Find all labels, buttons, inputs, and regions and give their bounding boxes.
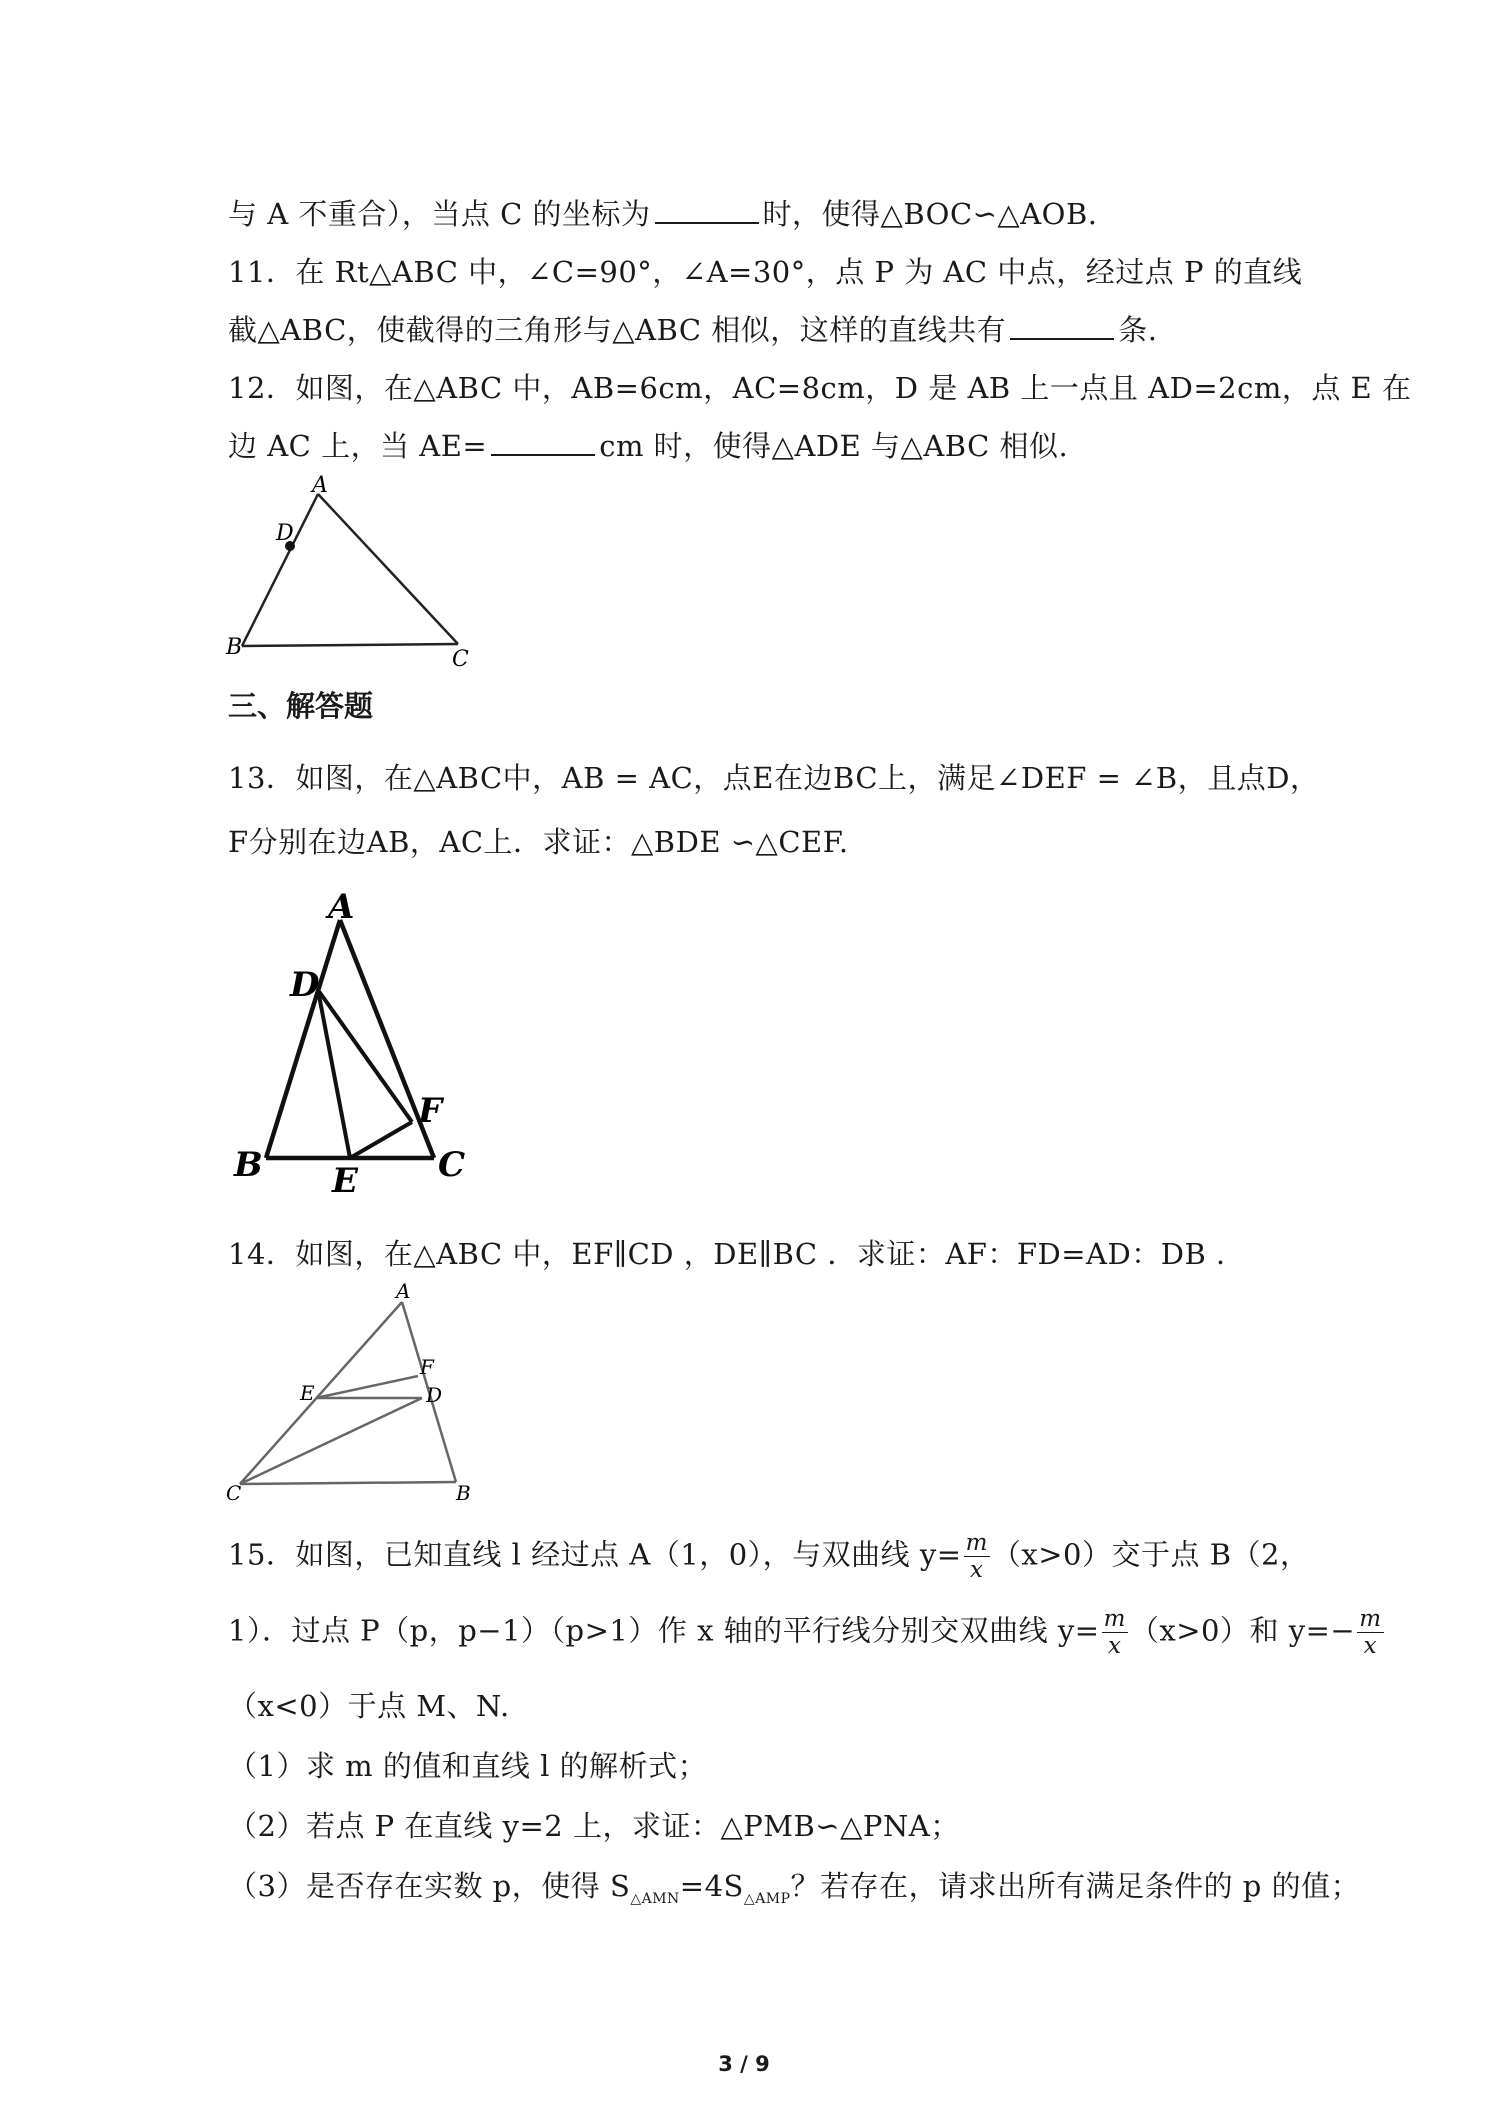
q15-part1: （1）求 m 的值和直线 l 的解析式； — [228, 1749, 708, 1783]
text: =4S — [679, 1869, 744, 1903]
subscript: △AMP — [743, 1890, 791, 1907]
figure-q12-triangle — [222, 474, 482, 670]
subscript: △AMN — [630, 1890, 680, 1907]
text: 与 A 不重合），当点 C 的坐标为 — [228, 197, 651, 231]
answer-blank[interactable] — [655, 198, 759, 224]
text: （3）是否存在实数 p，使得 S — [228, 1869, 631, 1903]
page-number: 3 / 9 — [718, 2052, 770, 2076]
fraction-m-over-x — [964, 1530, 990, 1583]
denominator: x — [969, 1557, 984, 1583]
numerator: m — [965, 1530, 988, 1556]
section-heading: 三、解答题 — [228, 689, 374, 723]
q14-line: 14．如图，在△ABC 中，EF∥CD ，DE∥BC ．求证：AF：FD=AD：DB ． — [228, 1237, 1246, 1271]
text: 条. — [1118, 313, 1158, 347]
text: （x>0）交于点 B（2， — [991, 1537, 1310, 1572]
text: （x>0）和 y=− — [1129, 1613, 1356, 1648]
answer-blank[interactable] — [1010, 314, 1114, 340]
text: 边 AC 上，当 AE= — [228, 429, 488, 463]
label-f: F — [418, 1091, 443, 1131]
q15-part3 — [228, 1864, 1360, 1907]
q15-line2 — [228, 1606, 1386, 1659]
text: ？若存在，请求出所有满足条件的 p 的值； — [790, 1869, 1361, 1903]
q12-line1: 12．如图，在△ABC 中，AB=6cm，AC=8cm，D 是 AB 上一点且 AD=2cm，点 E 在 — [228, 371, 1412, 405]
fraction-m-over-x — [1357, 1606, 1383, 1659]
label-c: C — [438, 1145, 466, 1185]
text: 15．如图，已知直线 l 经过点 A（1，0），与双曲线 y= — [228, 1537, 962, 1572]
label-f: F — [420, 1355, 434, 1379]
label-e: E — [300, 1381, 315, 1405]
label-c: C — [226, 1481, 242, 1505]
label-e: E — [332, 1161, 358, 1200]
label-b: B — [226, 635, 243, 660]
text: 1）．过点 P（p，p−1）（p>1）作 x 轴的平行线分别交双曲线 y= — [228, 1613, 1100, 1648]
label-a: A — [312, 474, 328, 498]
q11-line2 — [228, 308, 1158, 349]
text: cm 时，使得△ADE 与△ABC 相似. — [599, 429, 1069, 463]
text: 时，使得△BOC∽△AOB. — [762, 197, 1098, 231]
label-a: A — [328, 890, 355, 927]
q12-line2 — [228, 424, 1068, 465]
label-d: D — [276, 521, 294, 546]
figure-q14-triangle — [224, 1282, 484, 1512]
label-a: A — [396, 1282, 411, 1303]
numerator: m — [1103, 1606, 1126, 1632]
numerator: m — [1359, 1606, 1382, 1632]
label-c: C — [452, 647, 469, 670]
label-b: B — [456, 1481, 471, 1505]
fraction-m-over-x — [1102, 1606, 1128, 1659]
denominator: x — [1107, 1633, 1122, 1659]
figure-q13-triangle — [228, 890, 488, 1200]
label-d: D — [290, 965, 320, 1005]
label-b: B — [234, 1145, 263, 1185]
answer-blank[interactable] — [491, 430, 595, 456]
q13-line1: 13．如图，在△ABC中，AB = AC，点E在边BC上，满足∠DEF = ∠B，且点D， — [228, 761, 1320, 795]
q15-part2: （2）若点 P 在直线 y=2 上，求证：△PMB∽△PNA； — [228, 1809, 960, 1843]
q15-line1 — [228, 1530, 1309, 1583]
q10-continuation — [228, 192, 1097, 233]
q15-line3: （x<0）于点 M、N. — [228, 1689, 510, 1723]
denominator: x — [1363, 1633, 1378, 1659]
q11-line1: 11．在 Rt△ABC 中，∠C=90°，∠A=30°，点 P 为 AC 中点，经过点 P 的直线 — [228, 255, 1303, 289]
text: 截△ABC，使截得的三角形与△ABC 相似，这样的直线共有 — [228, 313, 1007, 347]
label-d: D — [426, 1383, 443, 1407]
q13-line2: F分别在边AB，AC上．求证：△BDE ∽△CEF. — [228, 825, 849, 859]
